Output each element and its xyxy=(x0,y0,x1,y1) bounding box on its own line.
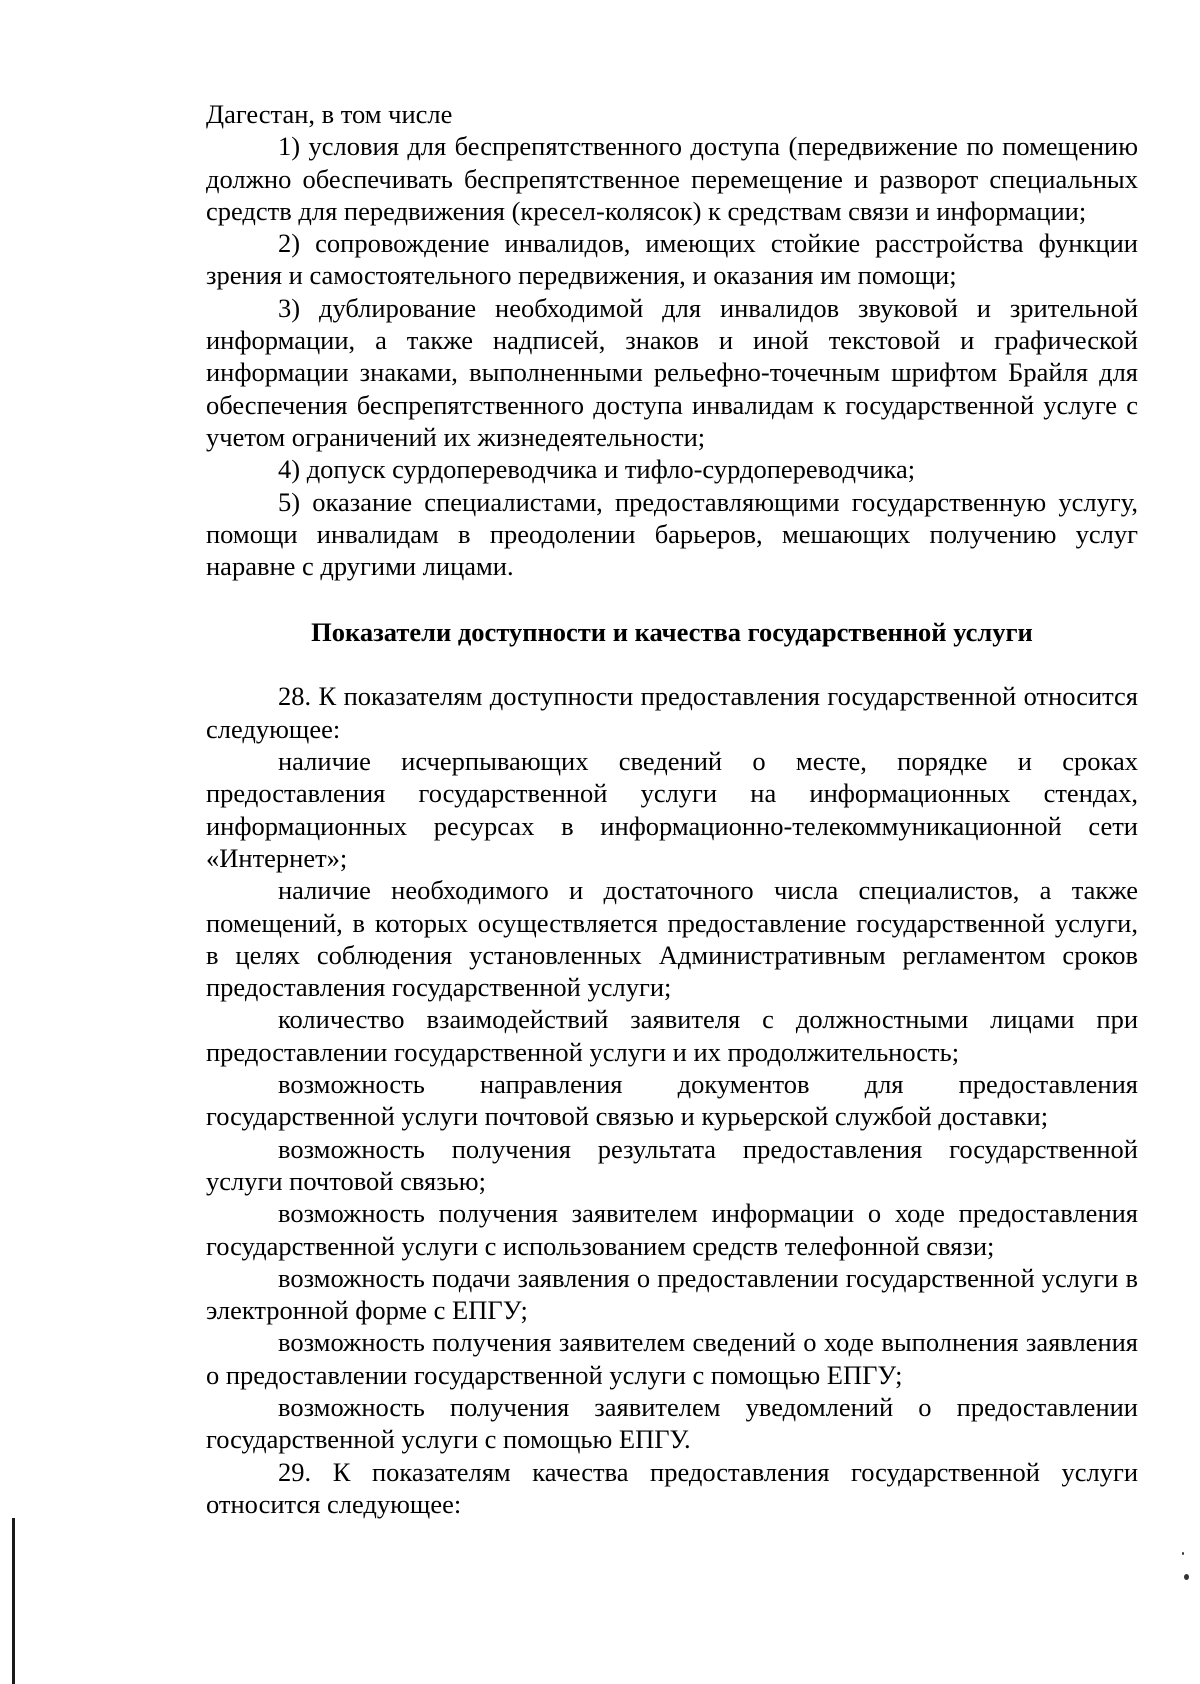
scan-margin-line xyxy=(12,1518,15,1684)
item-28-point-3: количество взаимодействий заявителя с должностными лицами при предоставлении государственной услуги и их продолжительность; xyxy=(206,1004,1138,1067)
item-29: 29. К показателям качества предоставления государственной услуги относится следующее: xyxy=(206,1456,1138,1519)
scan-speck xyxy=(1182,1552,1184,1555)
item-28-point-4: возможность направления документов для предоставления государственной услуги почтовой связью и курьерской службой доставки; xyxy=(206,1069,1138,1132)
condition-4: 4) допуск сурдопереводчика и тифло-сурдопереводчика; xyxy=(278,454,916,485)
section-heading: Показатели доступности и качества государственной услуги xyxy=(311,617,1033,648)
intro-line: Дагестан, в том числе xyxy=(206,99,453,129)
condition-1: 1) условия для беспрепятственного доступа (передвижение по помещению должно обеспечивать беспрепятственное перемещение и разворот специальных средств для передвижения (кресел-колясок) к средствам связи и информации; xyxy=(206,131,1138,226)
condition-2: 2) сопровождение инвалидов, имеющих стойкие расстройства функции зрения и самостоятельного передвижения, и оказания им помощи; xyxy=(206,228,1138,291)
item-28-point-7: возможность подачи заявления о предоставлении государственной услуги в электронной форме с ЕПГУ; xyxy=(206,1262,1138,1326)
item-28-point-9: возможность получения заявителем уведомлений о предоставлении государственной услуги с помощью ЕПГУ. xyxy=(206,1391,1138,1455)
document-page xyxy=(206,98,1138,1520)
condition-3: 3) дублирование необходимой для инвалидов звуковой и зрительной информации, а также надписей, знаков и иной текстовой и графической информации знаками, выполненными рельефно-точечным шрифтом Брайля для обеспечения беспрепятственного доступа инвалидам к государственной услуге с учетом ограничений их жизнедеятельности; xyxy=(206,292,1138,452)
item-28-point-1: наличие исчерпывающих сведений о месте, порядке и сроках предоставления государственной услуги на информационных стендах, информационных ресурсах в информационно-телекоммуникационной сети «Интернет»; xyxy=(206,746,1138,873)
item-28: 28. К показателям доступности предоставления государственной относится следующее: xyxy=(206,681,1138,744)
item-28-point-8: возможность получения заявителем сведений о ходе выполнения заявления о предоставлении государственной услуги с помощью ЕПГУ; xyxy=(206,1327,1138,1390)
condition-5: 5) оказание специалистами, предоставляющими государственную услугу, помощи инвалидам в преодолении барьеров, мешающих получению услуг наравне с другими лицами. xyxy=(206,486,1138,582)
item-28-point-5: возможность получения результата предоставления государственной услуги почтовой связью; xyxy=(206,1133,1138,1196)
item-28-point-2: наличие необходимого и достаточного числа специалистов, а также помещений, в которых осуществляется предоставление государственной услуги, в целях соблюдения установленных Административным регламентом сроков предоставления государственной услуги; xyxy=(206,875,1138,1003)
item-28-point-6: возможность получения заявителем информации о ходе предоставления государственной услуги с использованием средств телефонной связи; xyxy=(206,1198,1138,1261)
scan-speck xyxy=(1184,1574,1189,1580)
